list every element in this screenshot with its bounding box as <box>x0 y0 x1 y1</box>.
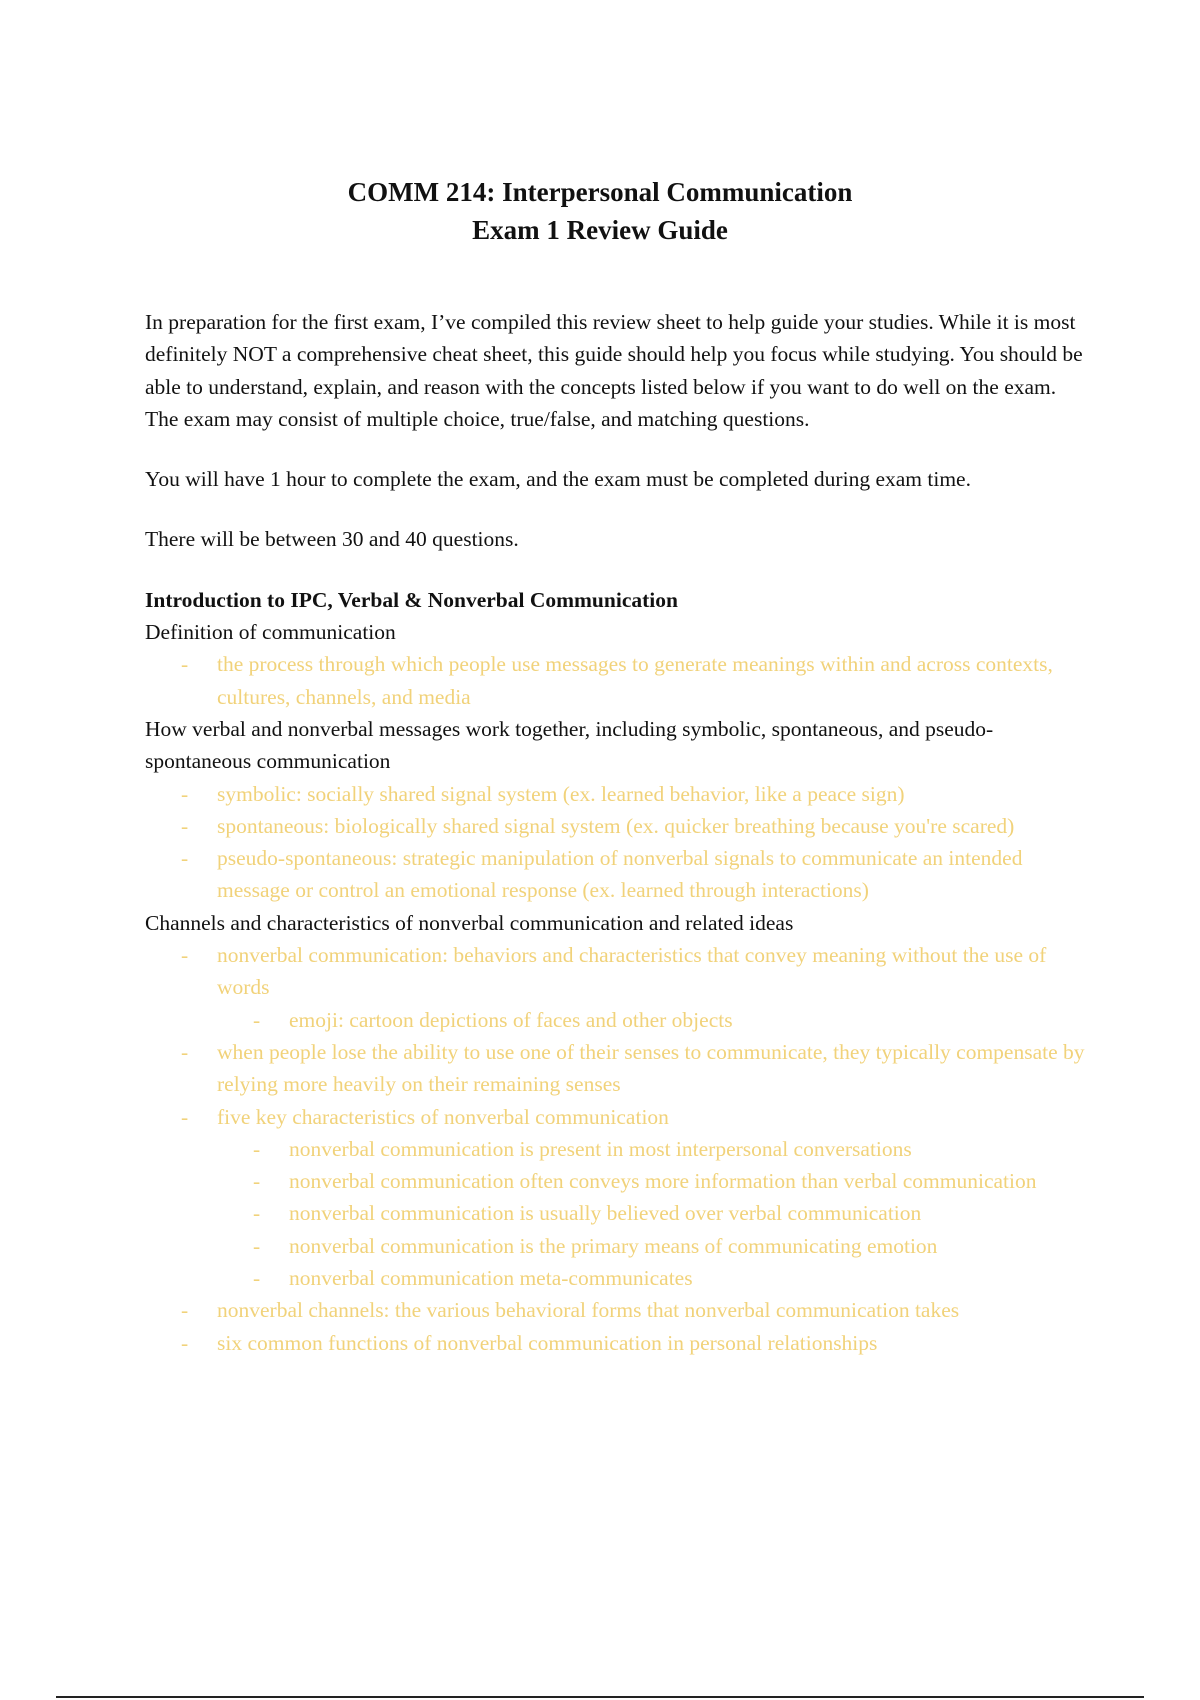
list-item <box>145 810 1085 842</box>
list-item-text: pseudo-spontaneous: strategic manipulation of nonverbal signals to communicate an intended message or control an emotional response (ex. learned through interactions) <box>217 846 1023 903</box>
list-item-text: nonverbal communication is present in most interpersonal conversations <box>289 1136 912 1161</box>
bullet-dash: - <box>181 846 189 871</box>
bullet-dash: - <box>181 1330 189 1355</box>
list-item <box>145 1197 1085 1229</box>
list-item <box>145 778 1085 810</box>
document-subtitle: Exam 1 Review Guide <box>472 215 728 245</box>
bullet-dash: - <box>181 1298 189 1323</box>
list-item <box>145 1036 1085 1101</box>
list-item-text: nonverbal channels: the various behavioral forms that nonverbal communication takes <box>217 1298 960 1323</box>
section-heading: Introduction to IPC, Verbal & Nonverbal Communication <box>145 587 678 612</box>
question-count-paragraph: There will be between 30 and 40 questions. <box>145 527 519 552</box>
list-item <box>145 1004 1085 1036</box>
list-item-text: spontaneous: biologically shared signal system (ex. quicker breathing because you're scared) <box>217 813 1015 838</box>
bullet-dash: - <box>253 1169 261 1194</box>
list-item <box>145 1327 1085 1359</box>
list-item-text: symbolic: socially shared signal system (ex. learned behavior, like a peace sign) <box>217 781 905 806</box>
topic-channels: Channels and characteristics of nonverbal communication and related ideas <box>145 910 794 935</box>
bullet-dash: - <box>181 1039 189 1064</box>
list-item-text: five key characteristics of nonverbal communication <box>217 1104 669 1129</box>
bullet-dash: - <box>181 943 189 968</box>
list-item-text: nonverbal communication often conveys more information than verbal communication <box>289 1169 1037 1194</box>
list-item-text: nonverbal communication meta-communicates <box>289 1266 693 1291</box>
list-item-text: the process through which people use messages to generate meanings within and across contexts, cultures, channels, and media <box>217 652 1053 709</box>
list-item-text: when people lose the ability to use one of their senses to communicate, they typically compensate by relying more heavily on their remaining senses <box>217 1039 1085 1097</box>
list-item <box>145 1101 1085 1133</box>
list-item <box>145 648 1085 713</box>
bullet-dash: - <box>181 652 189 677</box>
bullet-dash: - <box>253 1233 261 1258</box>
bullet-dash: - <box>253 1007 261 1032</box>
document-body <box>145 306 1085 1359</box>
list-item-text: six common functions of nonverbal communication in personal relationships <box>217 1330 878 1355</box>
list-item-text: nonverbal communication: behaviors and characteristics that convey meaning without the use of words <box>217 943 1047 1000</box>
bullet-dash: - <box>253 1266 261 1291</box>
list-item <box>145 1133 1085 1165</box>
list-item <box>145 1262 1085 1294</box>
list-item-text: nonverbal communication is the primary means of communicating emotion <box>289 1233 938 1258</box>
bullet-dash: - <box>181 781 189 806</box>
list-item-text: emoji: cartoon depictions of faces and other objects <box>289 1007 733 1032</box>
intro-paragraph: In preparation for the first exam, I’ve compiled this review sheet to help guide your studies. While it is most definitely NOT a comprehensive cheat sheet, this guide should help you focus while studying. You should be able to understand, explain, and reason with the concepts listed below if you want to do well on the exam. The exam may consist of multiple choice, true/false, and matching questions. <box>145 310 1083 431</box>
list-item <box>145 1165 1085 1197</box>
bullet-dash: - <box>253 1201 261 1226</box>
bullet-dash: - <box>253 1136 261 1161</box>
topic-verbal-nonverbal: How verbal and nonverbal messages work together, including symbolic, spontaneous, and pseudo-spontaneous communication <box>145 716 994 774</box>
list-item-text: nonverbal communication is usually believed over verbal communication <box>289 1201 922 1226</box>
page-bottom-rule <box>56 1696 1144 1698</box>
bullet-dash: - <box>181 813 189 838</box>
document-title: COMM 214: Interpersonal Communication <box>347 177 853 207</box>
list-item <box>145 939 1085 1004</box>
list-item <box>145 1230 1085 1262</box>
exam-time-paragraph: You will have 1 hour to complete the exam, and the exam must be completed during exam time. <box>145 467 971 492</box>
list-item <box>145 842 1085 907</box>
bullet-dash: - <box>181 1104 189 1129</box>
topic-definition: Definition of communication <box>145 620 396 645</box>
list-item <box>145 1294 1085 1326</box>
